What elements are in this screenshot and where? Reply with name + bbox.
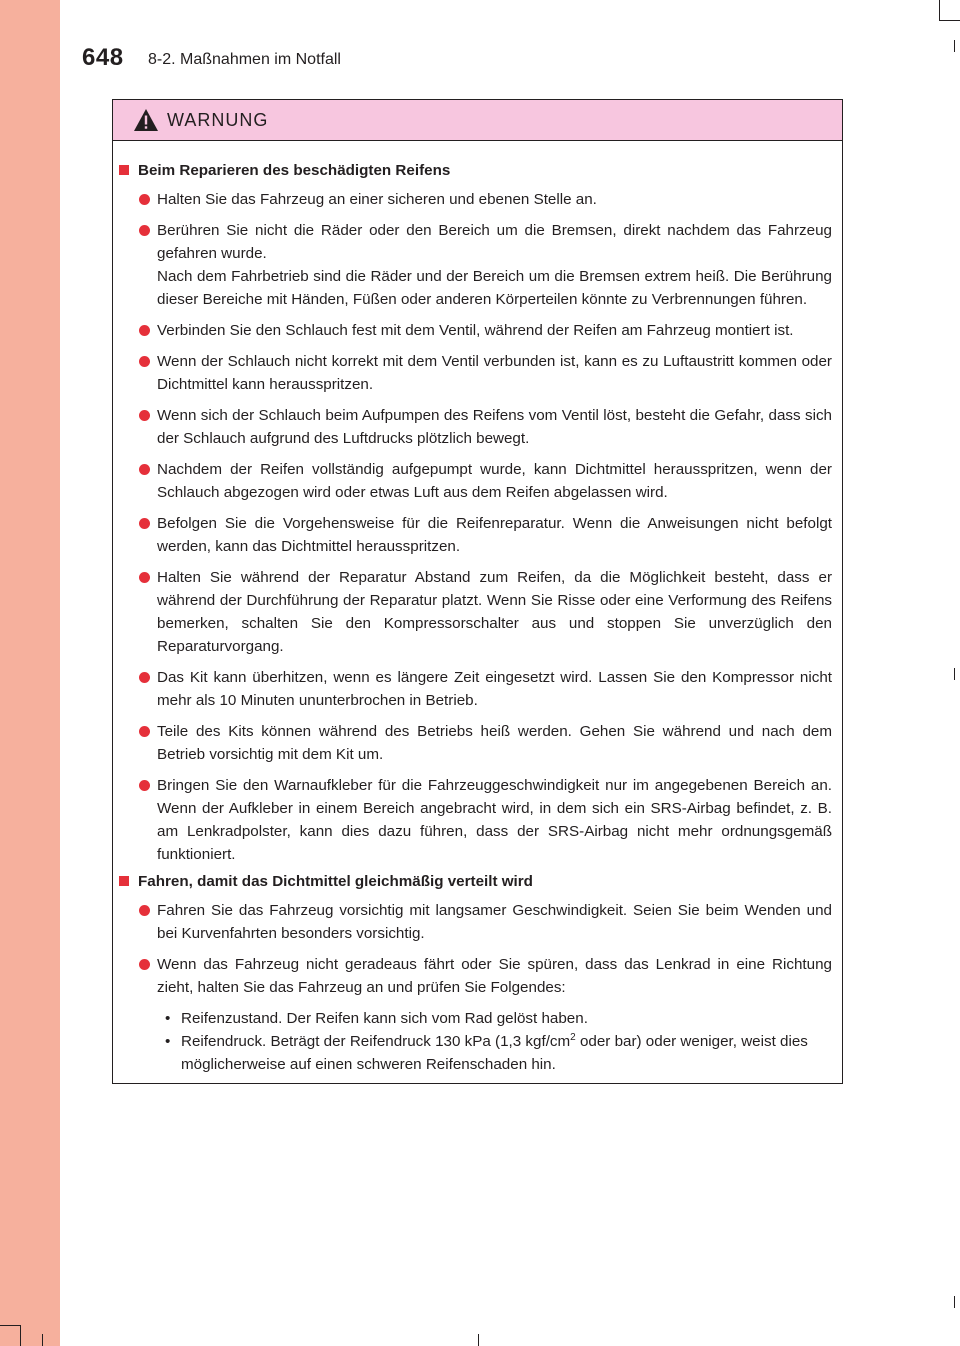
page-number: 648 <box>82 44 124 71</box>
list-item <box>139 720 832 766</box>
crop-mark <box>20 1325 21 1346</box>
sub-list-item-text: Reifenzustand. Der Reifen kann sich vom Rad gelöst haben. <box>181 1010 588 1027</box>
list-item <box>139 404 832 450</box>
topic-heading-text: Fahren, damit das Dichtmittel gleichmäßig verteilt wird <box>138 873 533 890</box>
list-item-text: Teile des Kits können während des Betriebs heiß werden. Gehen Sie während und nach dem Betrieb vorsichtig mit dem Kit um. <box>157 723 832 763</box>
warning-triangle-icon <box>133 108 159 132</box>
sub-text-part: Reifendruck. Beträgt der Reifendruck 130 kPa (1,3 kgf/cm <box>181 1033 571 1050</box>
list-item-text: Das Kit kann überhitzen, wenn es längere Zeit eingesetzt wird. Lassen Sie den Kompressor nicht mehr als 10 Minuten ununterbrochen in Betrieb. <box>157 669 832 709</box>
crop-mark <box>939 20 960 21</box>
list-item <box>139 458 832 504</box>
warning-title: WARNUNG <box>167 109 269 130</box>
warning-header <box>113 100 842 141</box>
list-item <box>139 512 832 558</box>
list-item <box>139 319 832 342</box>
list-item-text: Verbinden Sie den Schlauch fest mit dem Ventil, während der Reifen am Fahrzeug montiert ist. <box>157 322 794 339</box>
list-item <box>139 566 832 658</box>
round-bullet-icon <box>139 518 150 529</box>
list-item <box>139 953 832 999</box>
list-item-line: Nach dem Fahrbetrieb sind die Räder und der Bereich um die Bremsen extrem heiß. Die Berührung dieser Bereiche mit Händen, Füßen oder anderen Körperteilen könnte zu Verbrennungen führen. <box>157 268 832 308</box>
round-bullet-icon <box>139 410 150 421</box>
list-item-text: Halten Sie das Fahrzeug an einer sicheren und ebenen Stelle an. <box>157 191 597 208</box>
round-bullet-icon <box>139 905 150 916</box>
round-bullet-icon <box>139 726 150 737</box>
list-item-text: Befolgen Sie die Vorgehensweise für die Reifenreparatur. Wenn die Anweisungen nicht befolgt werden, kann das Dichtmittel herausspritzen. <box>157 515 832 555</box>
chapter-color-band <box>0 0 60 1346</box>
round-bullet-icon <box>139 356 150 367</box>
round-bullet-icon <box>139 225 150 236</box>
topic-heading <box>119 159 832 182</box>
round-bullet-icon <box>139 325 150 336</box>
topic-heading-text: Beim Reparieren des beschädigten Reifens <box>138 162 451 179</box>
list-item-text: Wenn der Schlauch nicht korrekt mit dem Ventil verbunden ist, kann es zu Luftaustritt kommen oder Dichtmittel kann herausspritzen. <box>157 353 832 393</box>
list-item-text: Wenn sich der Schlauch beim Aufpumpen des Reifens vom Ventil löst, besteht die Gefahr, dass sich der Schlauch aufgrund des Luftdrucks plötzlich bewegt. <box>157 407 832 447</box>
sub-bullet: • <box>165 1010 171 1027</box>
list-item-text: Fahren Sie das Fahrzeug vorsichtig mit langsamer Geschwindigkeit. Seien Sie beim Wenden und bei Kurvenfahrten besonders vorsichtig. <box>157 902 832 942</box>
sub-list-item-text <box>181 1030 832 1076</box>
round-bullet-icon <box>139 672 150 683</box>
square-bullet-icon <box>119 165 129 175</box>
list-item <box>139 350 832 396</box>
warning-content <box>113 141 842 1076</box>
crop-mark <box>939 0 940 20</box>
crop-mark <box>954 40 955 52</box>
round-bullet-icon <box>139 194 150 205</box>
warning-box <box>112 99 843 1084</box>
sub-text-part: oder bar) oder weniger, weist dies möglicherweise auf einen schweren Reifenschaden hin. <box>181 1033 808 1073</box>
sub-list-item <box>165 1007 832 1030</box>
round-bullet-icon <box>139 464 150 475</box>
list-item <box>139 774 832 866</box>
list-item-text <box>157 219 832 311</box>
sub-bullet: • <box>165 1033 171 1050</box>
square-bullet-icon <box>119 876 129 886</box>
round-bullet-icon <box>139 959 150 970</box>
list-item <box>139 219 832 311</box>
sub-list-item <box>165 1030 832 1076</box>
superscript: 2 <box>570 1031 576 1043</box>
round-bullet-icon <box>139 780 150 791</box>
section-title: 8-2. Maßnahmen im Notfall <box>148 51 341 68</box>
crop-mark <box>0 1325 20 1326</box>
topic-heading <box>119 870 832 893</box>
list-item-text: Nachdem der Reifen vollständig aufgepumpt wurde, kann Dichtmittel herausspritzen, wenn der Schlauch abgezogen wird oder etwas Luft aus dem Reifen abgelassen wird. <box>157 461 832 501</box>
list-item <box>139 899 832 945</box>
crop-mark <box>954 1296 955 1308</box>
list-item <box>139 666 832 712</box>
round-bullet-icon <box>139 572 150 583</box>
list-item <box>139 188 832 211</box>
crop-mark <box>42 1334 43 1346</box>
list-item-text: Wenn das Fahrzeug nicht geradeaus fährt oder Sie spüren, dass das Lenkrad in eine Richtung zieht, halten Sie das Fahrzeug an und prüfen Sie Folgendes: <box>157 956 832 996</box>
crop-mark <box>954 668 955 680</box>
list-item-text: Halten Sie während der Reparatur Abstand zum Reifen, da die Möglichkeit besteht, dass er während der Durchführung der Reparatur platzt. Wenn Sie Risse oder eine Verformung des Reifens bemerken, schalten Sie den Kompressorschalter aus und stoppen Sie unverzüglich den Reparaturvorgang. <box>157 569 832 655</box>
crop-mark <box>478 1334 479 1346</box>
list-item-text: Bringen Sie den Warnaufkleber für die Fahrzeuggeschwindigkeit nur im angegebenen Bereich an. Wenn der Aufkleber in einem Bereich angebracht wird, in dem sich ein SRS-Airbag befindet, z. B. am Lenkradpolster, kann dies dazu führen, dass der SRS-Airbag nicht mehr ordnungsgemäß funktioniert. <box>157 777 832 863</box>
list-item-line: Berühren Sie nicht die Räder oder den Bereich um die Bremsen, direkt nachdem das Fahrzeug gefahren wurde. <box>157 222 832 262</box>
